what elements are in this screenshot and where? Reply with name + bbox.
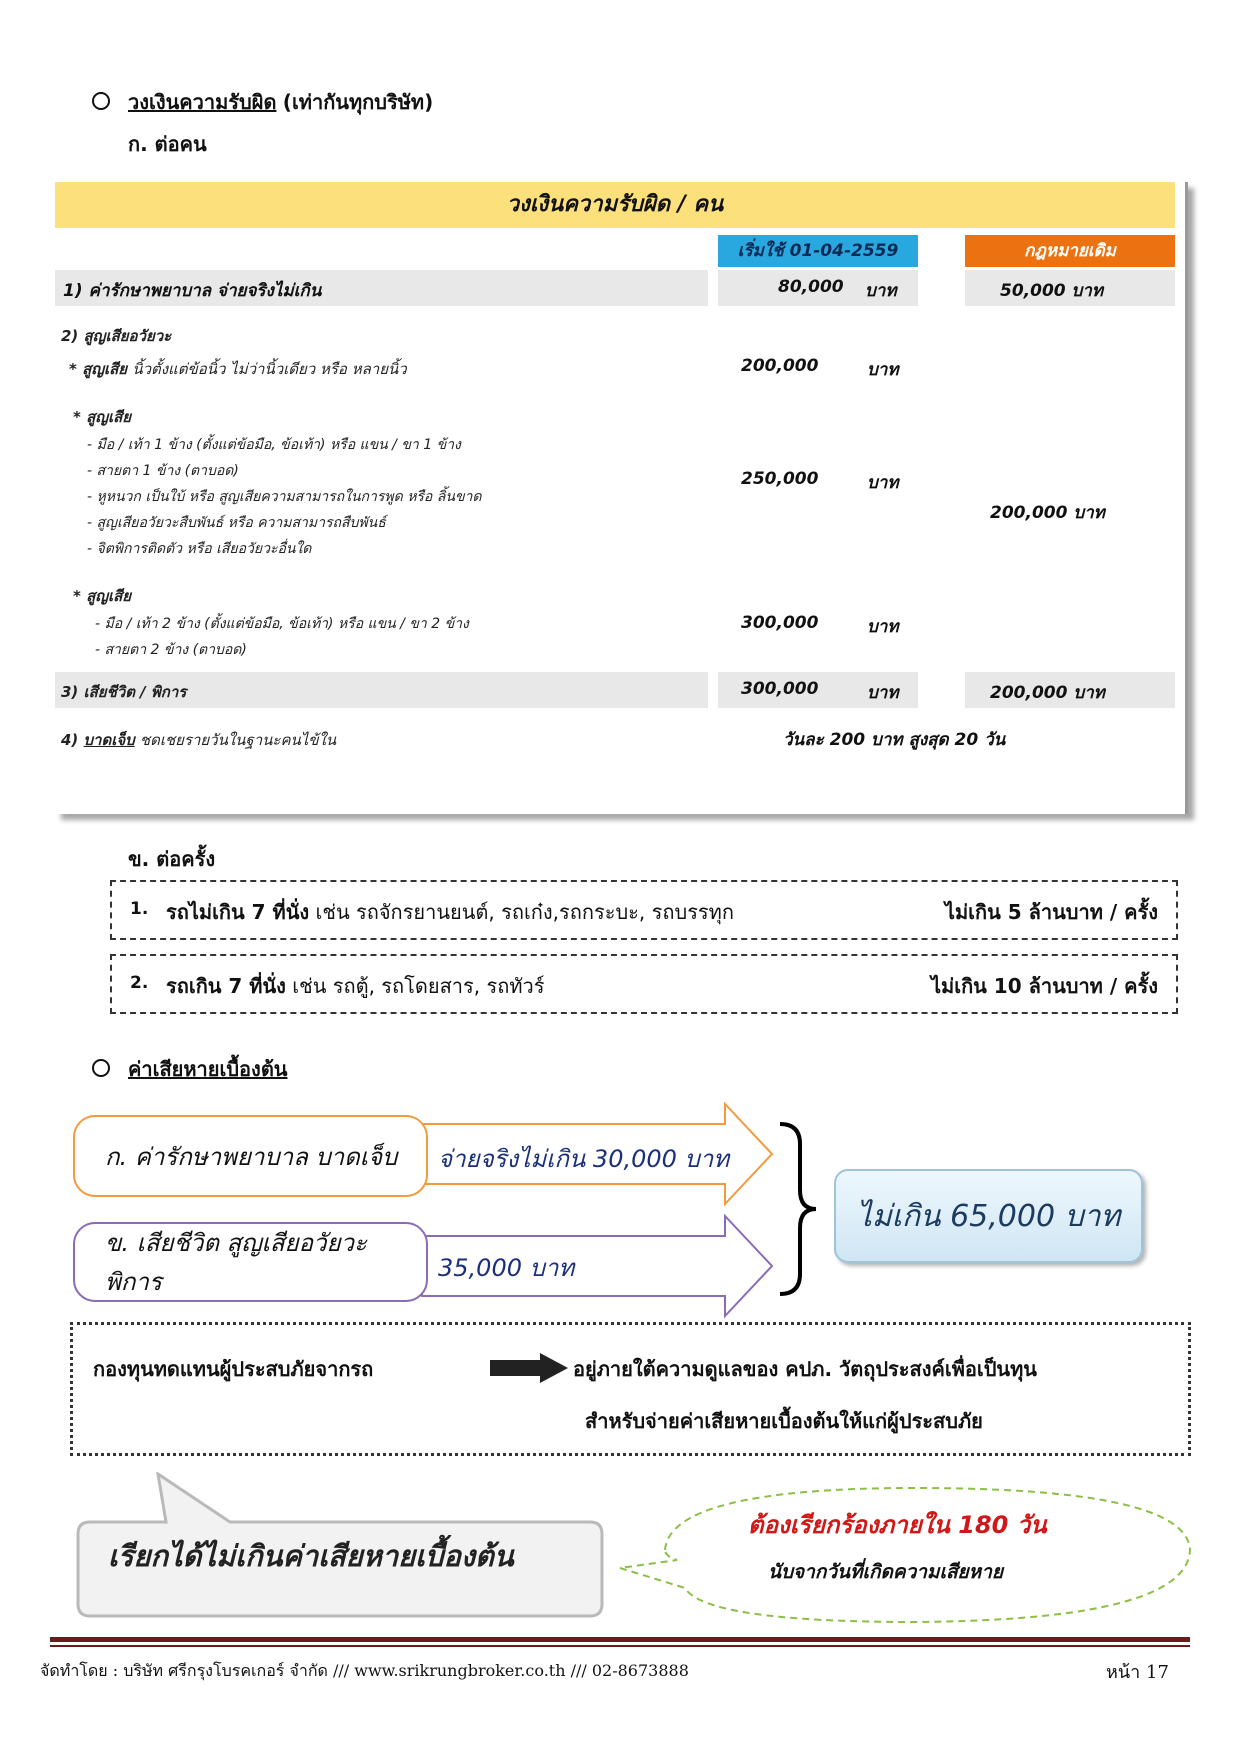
row2-group2-unit: บาท [867, 473, 899, 493]
curly-brace-icon [770, 1120, 820, 1298]
list-item: - มือ / เท้า 1 ข้าง (ตั้งแต่ข้อมือ, ข้อเท้า) หรือ แขน / ขา 1 ข้าง [87, 437, 461, 453]
initial-damage-total: ไม่เกิน 65,000 บาท [834, 1169, 1143, 1263]
callout-right-line1: ต้องเรียกร้องภายใน 180 วัน [748, 1511, 1047, 1539]
row2-old: 200,000 บาท [990, 503, 1105, 523]
initial-damages-heading: ค่าเสียหายเบื้องต้น [128, 1057, 288, 1081]
bullet-circle-icon [92, 92, 110, 110]
column-header-old: กฎหมายเดิม [965, 235, 1175, 267]
row2-group1-unit: บาท [867, 360, 899, 380]
initial-damage-a-label: ก. ค่ารักษาพยาบาล บาดเจ็บ [73, 1115, 428, 1197]
row3-label: 3) เสียชีวิต / พิการ [61, 683, 187, 701]
per-incident-box-2 [110, 954, 1178, 1014]
footer-credit: จัดทำโดย : บริษัท ศรีกรุงโบรคเกอร์ จำกัด /// www.srikrungbroker.co.th /// 02-8673888 [40, 1661, 689, 1680]
per-incident-box-1 [110, 880, 1178, 940]
footer-rule-thin [50, 1645, 1190, 1647]
thought-cloud-shape [615, 1480, 1200, 1630]
row4-num: 4) [61, 731, 79, 749]
bullet-circle-icon [92, 1059, 110, 1077]
row2-group1 [69, 357, 407, 381]
liability-heading-suffix: (เท่ากันทุกบริษัท) [282, 90, 434, 114]
row3-new-amount: 300,000 [741, 679, 819, 699]
list-item: - มือ / เท้า 2 ข้าง (ตั้งแต่ข้อมือ, ข้อเท้า) หรือ แขน / ขา 2 ข้าง [95, 616, 469, 632]
row2-group1-amount: 200,000 [741, 356, 819, 376]
row2-group2-amount: 250,000 [741, 469, 819, 489]
row2-group1-bold: * สูญเสีย [69, 360, 128, 378]
fund-box [70, 1322, 1191, 1456]
box1-text [166, 896, 734, 928]
list-item: - สายตา 1 ข้าง (ตาบอด) [87, 463, 239, 479]
list-item: - สายตา 2 ข้าง (ตาบอด) [95, 642, 247, 658]
callout-right-line2: นับจากวันที่เกิดความเสียหาย [768, 1561, 1003, 1583]
list-item: - สูญเสียอวัยวะสืบพันธ์ หรือ ความสามารถสืบพันธ์ [87, 515, 386, 531]
footer-rule [50, 1637, 1190, 1642]
box1-rest: เช่น รถจักรยานยนต์, รถเก๋ง,รถกระบะ, รถบรรทุก [315, 900, 734, 924]
sub-heading-per-person: ก. ต่อคน [128, 132, 207, 156]
fund-line2: สำหรับจ่ายค่าเสียหายเบื้องต้นให้แก่ผู้ประสบภัย [585, 1409, 983, 1433]
box2-number: 2. [130, 973, 149, 993]
row2-label: 2) สูญเสียอวัยวะ [61, 327, 172, 345]
row1-label: 1) ค่ารักษาพยาบาล จ่ายจริงไม่เกิน [63, 281, 322, 301]
row2-group3-label: * สูญเสีย [73, 587, 132, 605]
page-number: หน้า 17 [1106, 1662, 1169, 1683]
sub-heading-per-incident: ข. ต่อครั้ง [128, 847, 216, 871]
row1-unit: บาท [865, 281, 897, 301]
fund-label: กองทุนทดแทนผู้ประสบภัยจากรถ [93, 1357, 374, 1381]
list-item: - จิตพิการติดตัว หรือ เสียอวัยวะอื่นใด [87, 541, 312, 557]
row1-new-amount: 80,000 [778, 277, 844, 297]
row4-value: วันละ 200 บาท สูงสุด 20 วัน [783, 730, 1006, 750]
row2-group3-unit: บาท [867, 617, 899, 637]
initial-damage-b-value: 35,000 บาท [438, 1254, 575, 1282]
box2-text [166, 970, 545, 1002]
box1-limit: ไม่เกิน 5 ล้านบาท / ครั้ง [944, 900, 1158, 924]
row2-group3-amount: 300,000 [741, 613, 819, 633]
row3-unit: บาท [867, 683, 899, 703]
box2-rest: เช่น รถตู้, รถโดยสาร, รถทัวร์ [292, 974, 545, 998]
row4-label [61, 728, 336, 752]
liability-table [55, 182, 1188, 814]
row2-group2-list [87, 432, 481, 562]
row4-underlined: บาดเจ็บ [83, 731, 135, 749]
box2-limit: ไม่เกิน 10 ล้านบาท / ครั้ง [930, 974, 1158, 998]
initial-damage-a-value: จ่ายจริงไม่เกิน 30,000 บาท [438, 1145, 730, 1173]
row2-group2-label: * สูญเสีย [73, 408, 132, 426]
section-heading-liability [128, 86, 433, 118]
list-item: - หูหนวก เป็นใบ้ หรือ สูญเสียความสามารถในการพูด หรือ ลิ้นขาด [87, 489, 482, 505]
box1-number: 1. [130, 899, 149, 919]
arrow-right-icon [488, 1351, 570, 1385]
column-header-new: เริ่มใช้ 01-04-2559 [718, 235, 918, 267]
callout-left-text: เรียกได้ไม่เกินค่าเสียหายเบื้องต้น [108, 1539, 514, 1573]
row2-group3-list [95, 611, 469, 663]
liability-heading: วงเงินความรับผิด [128, 90, 277, 114]
row3-old: 200,000 บาท [990, 683, 1105, 703]
row1-old: 50,000 บาท [1000, 281, 1104, 301]
row4-rest: ชดเชยรายวันในฐานะคนไข้ใน [139, 731, 337, 749]
row2-group1-rest: นิ้วตั้งแต่ข้อนิ้ว ไม่ว่านิ้วเดียว หรือ หลายนิ้ว [132, 360, 407, 378]
box1-bold: รถไม่เกิน 7 ที่นั่ง [166, 900, 310, 924]
table-title: วงเงินความรับผิด / คน [55, 182, 1175, 228]
initial-damage-b-label: ข. เสียชีวิต สูญเสียอวัยวะ พิการ [73, 1222, 428, 1302]
fund-line1: อยู่ภายใต้ความดูแลของ คปภ. วัตถุประสงค์เพื่อเป็นทุน [573, 1357, 1037, 1381]
box2-bold: รถเกิน 7 ที่นั่ง [166, 974, 286, 998]
